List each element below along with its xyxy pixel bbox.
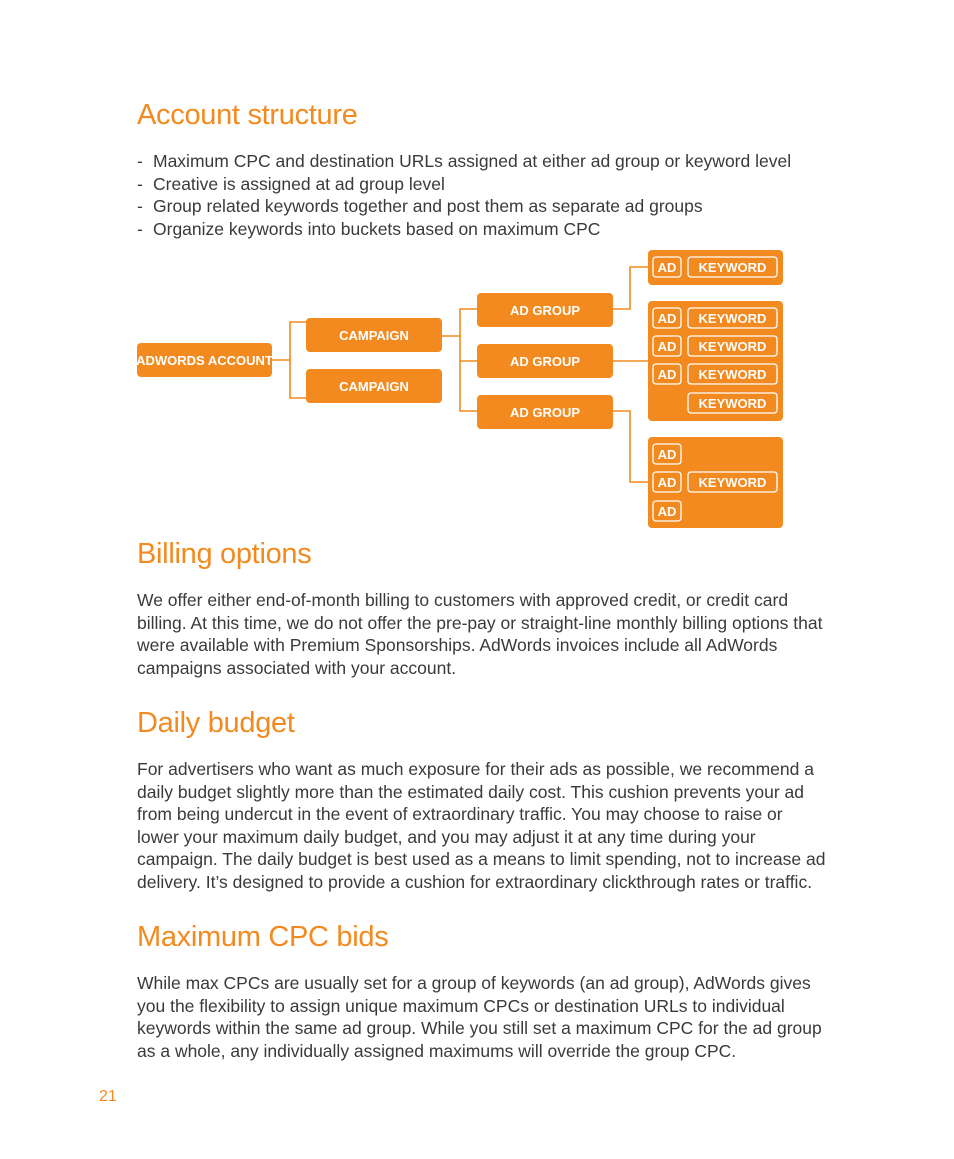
adgroup-node-1	[477, 293, 613, 327]
keyword-label: KEYWORD	[698, 396, 767, 411]
ad-keyword-box-2	[648, 301, 783, 421]
adgroup-label: AD GROUP	[509, 303, 581, 318]
adwords-account-label: ADWORDS ACCOUNT	[136, 353, 273, 368]
ad-label: AD	[657, 504, 677, 519]
ad-label: AD	[657, 260, 677, 275]
connector-adgroup3-box3	[613, 411, 648, 482]
list-item: - Creative is assigned at ad group level	[137, 173, 445, 194]
ad-label: AD	[657, 339, 677, 354]
campaign-label: CAMPAIGN	[339, 379, 409, 394]
campaign-node-2	[306, 369, 442, 403]
list-item: - Organize keywords into buckets based on maximum CPC	[137, 218, 601, 239]
billing-options-text: We offer either end-of-month billing to customers with approved credit, or credit card billing. At this time, we do not offer the pre-pay or straight-line monthly billing options that were available with Premium Sponsorships. AdWords invoices include all AdWords campaigns associated with your account.	[137, 590, 823, 678]
ad-keyword-box-3	[648, 437, 783, 528]
heading-account-structure: Account structure	[137, 99, 358, 131]
keyword-label: KEYWORD	[698, 260, 767, 275]
adgroup-node-3	[477, 395, 613, 429]
adgroup-label: AD GROUP	[509, 405, 581, 420]
daily-budget-text: For advertisers who want as much exposure for their ads as possible, we recommend a daily budget slightly more than the estimated daily cost. This cushion prevents your ad from being undercut in the event of extraordinary traffic. You may choose to raise or lower your maximum daily budget, and you may adjust it at any time during your campaign. The daily budget is best used as a means to limit spending, not to increase ad delivery. It’s designed to provide a cushion for extraordinary clickthrough rates or traffic.	[137, 759, 826, 892]
adwords-account-node	[136, 343, 273, 377]
ad-label: AD	[657, 367, 677, 382]
account-structure-diagram	[0, 0, 954, 540]
campaign-label: CAMPAIGN	[339, 328, 409, 343]
keyword-label: KEYWORD	[698, 339, 767, 354]
adgroup-label: AD GROUP	[509, 354, 581, 369]
campaign-node-1	[306, 318, 442, 352]
list-item: - Group related keywords together and post them as separate ad groups	[137, 196, 703, 217]
ad-label: AD	[657, 475, 677, 490]
adgroup-node-2	[477, 344, 613, 378]
ad-label: AD	[657, 447, 677, 462]
keyword-label: KEYWORD	[698, 367, 767, 382]
heading-daily-budget: Daily budget	[137, 707, 295, 739]
heading-maximum-cpc-bids: Maximum CPC bids	[137, 921, 389, 953]
maximum-cpc-text: While max CPCs are usually set for a group of keywords (an ad group), AdWords gives you the flexibility to assign unique maximum CPCs or destination URLs to individual keywords within the same ad group. While you still set a maximum CPC for the ad group as a whole, any individually assigned maximums will override the group CPC.	[137, 973, 822, 1061]
ad-keyword-box-1	[648, 250, 783, 285]
ad-label: AD	[657, 311, 677, 326]
keyword-label: KEYWORD	[698, 311, 767, 326]
list-item: - Maximum CPC and destination URLs assigned at either ad group or keyword level	[137, 151, 792, 171]
keyword-label: KEYWORD	[698, 475, 767, 490]
heading-billing-options: Billing options	[137, 538, 312, 570]
connector-adgroup1-box1	[613, 267, 648, 309]
connector-campaign-adgroup	[442, 309, 477, 411]
connector-account-campaign	[272, 322, 306, 398]
page-number: 21	[99, 1088, 117, 1105]
